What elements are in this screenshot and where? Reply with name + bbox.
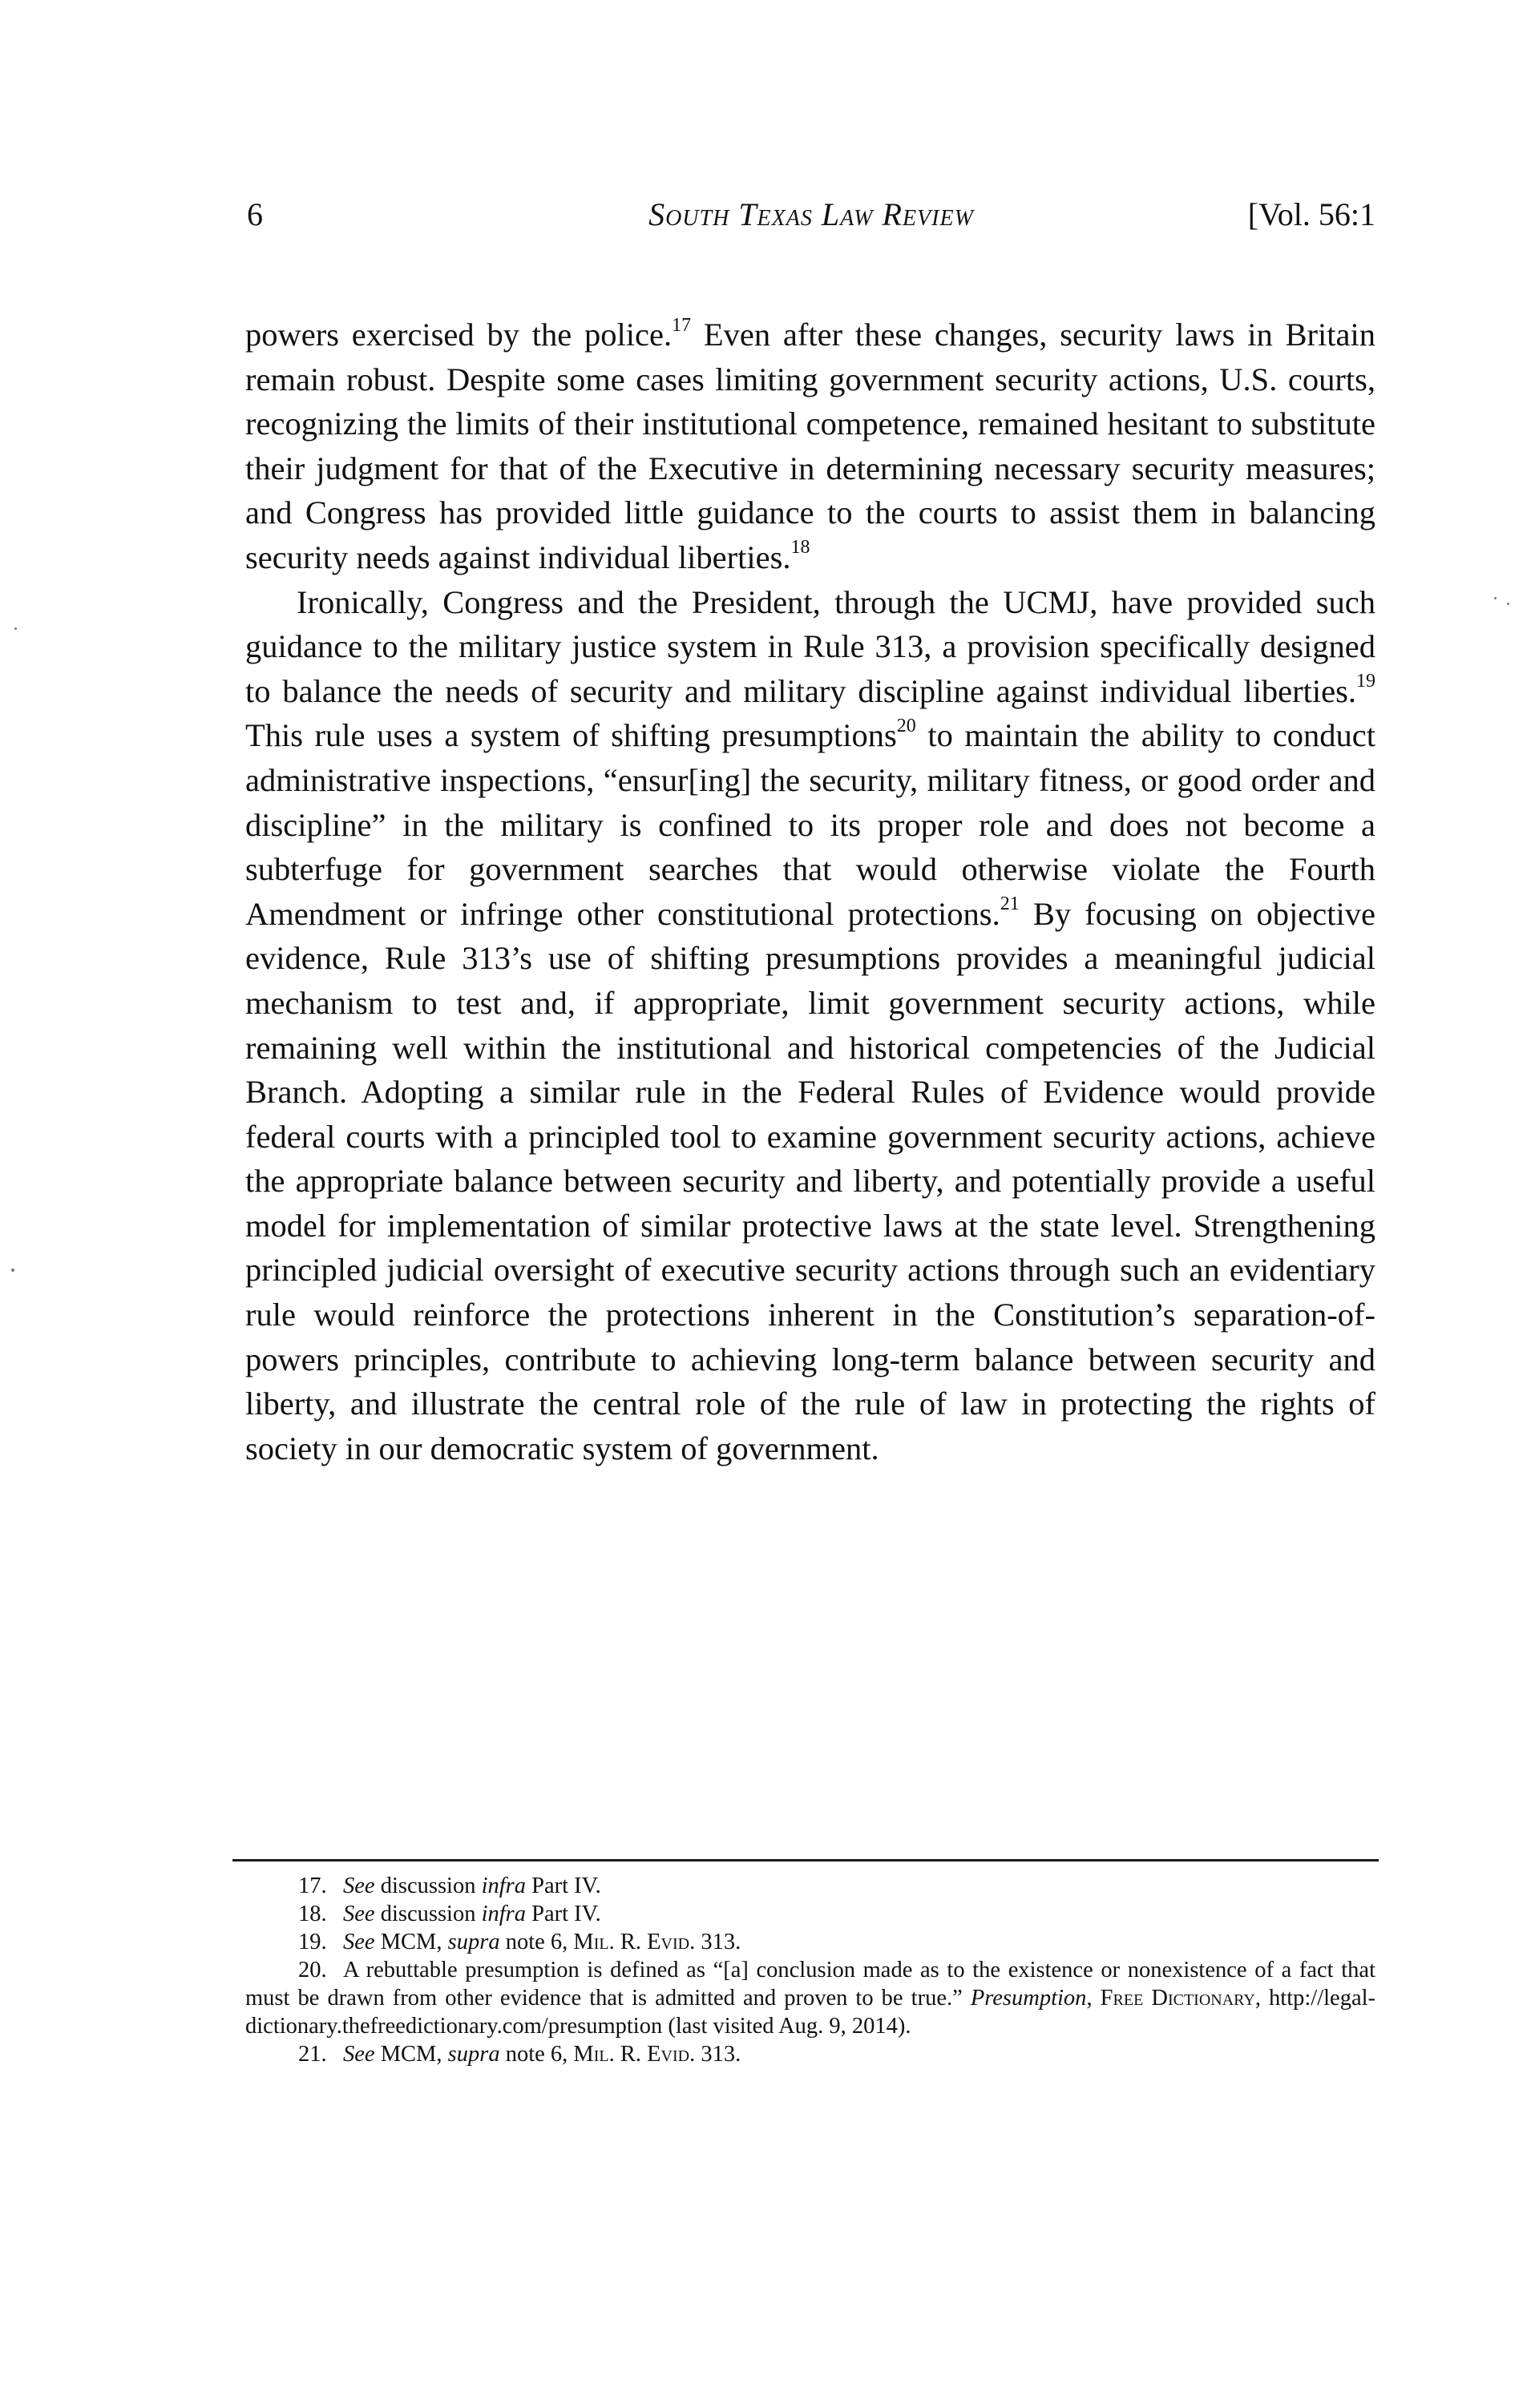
text-run: MCM, <box>374 1930 448 1954</box>
footnote-19 <box>245 1928 1375 1956</box>
text-run: Part IV. <box>526 1874 601 1898</box>
text-run: to maintain the ability to conduct administrative inspections, “ensur[ing] the security, military fitness, or good order and discipline” in the military is confined to its proper role and does not become a subterfuge for government searches that would otherwise violate the Fourth Amendment or infringe other constitutional protections. <box>245 717 1375 932</box>
text-run: 313. <box>695 2042 741 2067</box>
text-run: A rebuttable presumption is defined as “[a] conclusion made as to the existence or nonexistence of a fact that must be drawn from other evidence that is admitted and proven to be true.” <box>245 1958 1375 2011</box>
footnotes <box>245 1872 1375 2068</box>
text-run: discussion <box>374 1902 482 1926</box>
signal: See <box>343 2042 375 2067</box>
signal: infra <box>481 1902 527 1926</box>
footnote-number: 18. <box>298 1902 327 1926</box>
text-run: note 6, <box>499 2042 574 2067</box>
text-run: MCM, <box>374 2042 448 2067</box>
footnote-ref-20: 20 <box>896 715 916 736</box>
text-run: , <box>1086 1986 1101 2011</box>
footnote-number: 20. <box>298 1958 327 1982</box>
text-run: powers exercised by the police. <box>245 317 673 353</box>
text-run: 313. <box>695 1930 741 1954</box>
scan-speck <box>1507 603 1509 605</box>
text-run: This rule uses a system of shifting presumptions <box>245 717 897 754</box>
footnote-ref-21: 21 <box>1000 893 1020 915</box>
paragraph-1 <box>245 313 1375 580</box>
scan-speck <box>1494 597 1497 599</box>
footnote-17 <box>245 1872 1375 1900</box>
footnote-number: 19. <box>298 1930 327 1954</box>
signal: infra <box>481 1874 527 1898</box>
source-abbrev: Mil. R. Evid. <box>573 1930 696 1954</box>
signal: supra <box>447 2042 500 2067</box>
footnote-divider <box>232 1859 1379 1861</box>
journal-title: South Texas Law Review <box>648 196 974 232</box>
paragraph-2 <box>245 580 1375 1471</box>
signal: See <box>343 1874 375 1898</box>
text-run: , http://legal-dictionary.thefreedictionary.com/presumption (last visited Aug. 9, 2014). <box>245 1986 1376 2039</box>
text-run: Even after these changes, security laws in Britain remain robust. Despite some cases limiting government security actions, U.S. courts, recognizing the limits of their institutional competence, remained hesitant to substitute their judgment for that of the Executive in determining necessary security measures; and Congress has provided little guidance to the courts to assist them in balancing security needs against individual liberties. <box>245 317 1375 575</box>
signal: See <box>343 1930 375 1954</box>
footnote-ref-18: 18 <box>790 537 810 559</box>
source-abbrev: Mil. R. Evid. <box>573 2042 696 2067</box>
scan-speck <box>11 1269 14 1272</box>
text-run: Ironically, Congress and the President, through the UCMJ, have provided such guidance to the military justice system in Rule 313, a provision specifically designed to balance the needs of security and military discipline against individual liberties. <box>245 583 1375 709</box>
footnote-ref-17: 17 <box>672 314 692 336</box>
source-name: Free Dictionary <box>1100 1986 1255 2011</box>
footnote-20 <box>245 1956 1375 2040</box>
scan-speck <box>14 627 17 630</box>
source-title: Presumption <box>970 1986 1087 2011</box>
footnote-number: 21. <box>298 2042 327 2067</box>
text-run: discussion <box>374 1874 482 1898</box>
footnote-18 <box>245 1900 1375 1928</box>
text-run: note 6, <box>499 1930 574 1954</box>
volume-issue: [Vol. 56:1 <box>1247 196 1375 232</box>
text-run: Part IV. <box>526 1902 601 1926</box>
signal: supra <box>447 1930 500 1954</box>
running-header <box>247 191 1375 239</box>
footnote-number: 17. <box>298 1874 327 1898</box>
main-text <box>245 313 1375 1470</box>
footnote-21 <box>245 2040 1375 2068</box>
footnote-ref-19: 19 <box>1356 671 1375 692</box>
signal: See <box>343 1902 375 1926</box>
text-run: By focusing on objective evidence, Rule 313’s use of shifting presumptions provides a meaningful judicial mechanism to test and, if appropriate, limit government security actions, while remaining well within the institutional and historical competencies of the Judicial Branch. Adopting a similar rule in the Federal Rules of Evidence would provide federal courts with a principled tool to examine government security actions, achieve the appropriate balance between security and liberty, and potentially provide a useful model for implementation of similar protective laws at the state level. Strengthening principled judicial oversight of executive security actions through such an evidentiary rule would reinforce the protections inherent in the Constitution’s separation-of-powers principles, contribute to achieving long-term balance between security and liberty, and illustrate the central role of the rule of law in protecting the rights of society in our democratic system of government. <box>245 895 1375 1466</box>
page-number: 6 <box>247 196 263 232</box>
